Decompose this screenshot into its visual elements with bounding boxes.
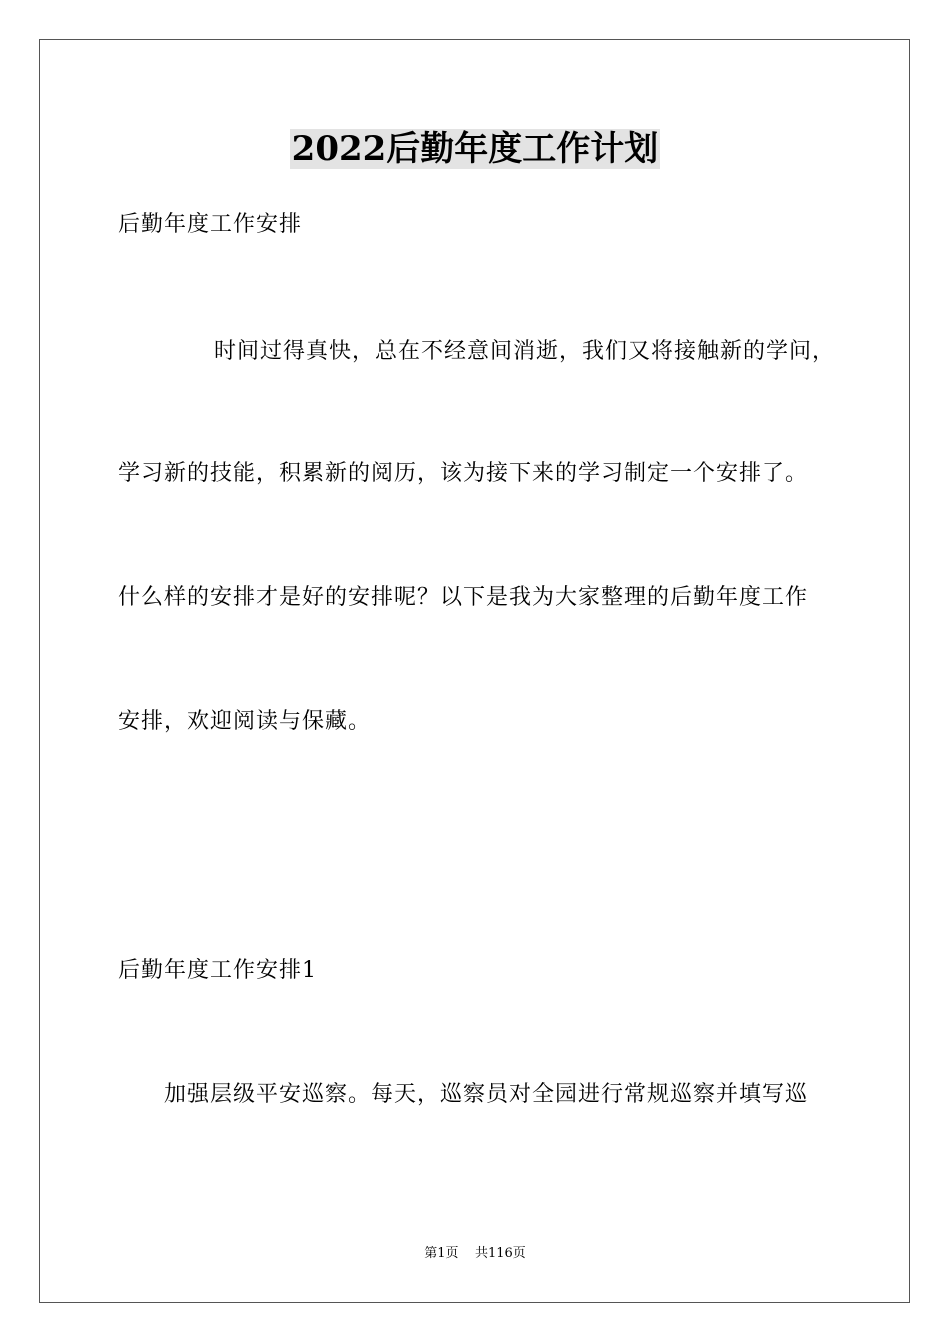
intro-line-2: 学习新的技能，积累新的阅历，该为接下来的学习制定一个安排了。 (118, 461, 809, 486)
document-title (0, 126, 950, 172)
section-first-line: 加强层级平安巡察。每天，巡察员对全园进行常规巡察并填写巡 (164, 1082, 809, 1107)
page-number-footer: 第1页 共116页 (424, 1246, 526, 1261)
section-heading: 后勤年度工作安排1 (118, 958, 317, 983)
intro-heading: 后勤年度工作安排 (118, 212, 303, 237)
intro-line-4: 安排，欢迎阅读与保藏。 (118, 709, 372, 734)
document-title-text: 2022后勤年度工作计划 (291, 129, 659, 169)
intro-line-3: 什么样的安排才是好的安排呢？以下是我为大家整理的后勤年度工作 (118, 585, 809, 610)
intro-line-1: 时间过得真快，总在不经意间消逝，我们又将接触新的学问， (214, 339, 836, 364)
